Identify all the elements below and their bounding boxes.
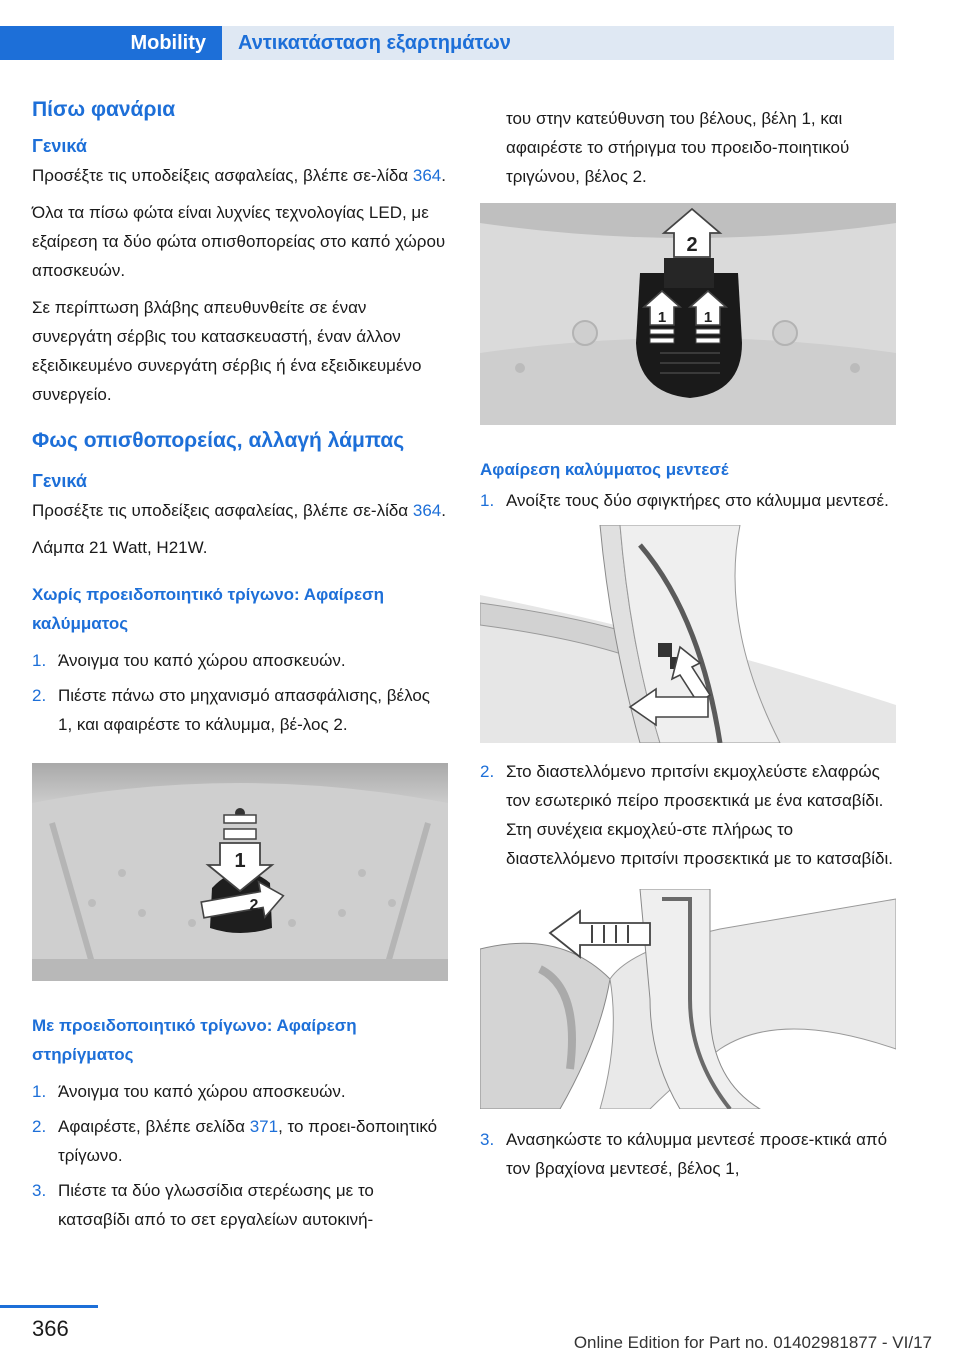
page-link-364-b[interactable]: 364 <box>412 501 442 520</box>
list-item <box>32 1176 448 1234</box>
step-text: Ανοίξτε τους δύο σφιγκτήρες στο κάλυμμα μεντεσέ. <box>506 491 889 510</box>
step-number: 2. <box>32 1117 47 1136</box>
step-text: Άνοιγμα του καπό χώρου αποσκευών. <box>58 1082 346 1101</box>
step-text: Στο διαστελλόμενο πριτσίνι εκμοχλεύστε ελαφρώς τον εσωτερικό πείρο προσεκτικά με ένα κατσαβίδι. Στη συνέχεια εκμοχλεύ‐στε πλήρως το διαστελλόμενο πριτσίνι προσεκτικά με το κατσαβίδι. <box>506 762 893 868</box>
figure-expansion-rivet <box>480 889 896 1109</box>
section-title-rear-lights: Πίσω φανάρια <box>32 98 176 121</box>
step-text-part: Αφαιρέστε, βλέπε σελίδα <box>58 1117 250 1136</box>
header-tab-section[interactable]: Αντικατάσταση εξαρτημάτων <box>222 26 894 60</box>
service-paragraph: Σε περίπτωση βλάβης απευθυνθείτε σε έναν συνεργάτη σέρβις του κατασκευαστή, έναν άλλον εξειδικευμένο συνεργάτη σέρβις ή ένα εξειδικευμένο συνεργείο. <box>32 298 422 404</box>
list-item <box>480 1125 896 1183</box>
step-text: Ανασηκώστε το κάλυμμα μεντεσέ προσε‐κτικά από τον βραχίονα μεντεσέ, βέλος 1, <box>506 1130 888 1178</box>
arrow-label-1: 1 <box>657 309 667 326</box>
step-number: 1. <box>32 651 47 670</box>
steps-no-triangle <box>32 646 448 739</box>
safety-note-2 <box>32 496 448 525</box>
step-text: Πιέστε τα δύο γλωσσίδια στερέωσης με το κατσαβίδι από το σετ εργαλείων αυτοκινή‐ <box>58 1181 374 1229</box>
header-tab-mobility[interactable]: Mobility <box>0 26 222 60</box>
page-header <box>0 0 960 64</box>
safety-note-text: Προσέξτε τις υποδείξεις ασφαλείας, βλέπε σε‐λίδα <box>32 166 413 185</box>
step-text: Πιέστε πάνω στο μηχανισμό απασφάλισης, βέλος 1, και αφαιρέστε το κάλυμμα, βέ‐λος 2. <box>58 686 430 734</box>
steps-with-triangle <box>32 1077 448 1234</box>
trunk-lid-illustration <box>32 763 448 981</box>
step-number: 2. <box>32 686 47 705</box>
right-column <box>480 104 896 1189</box>
triangle-holder-illustration <box>480 203 896 425</box>
arrow-label-1: 1 <box>234 850 246 872</box>
list-item <box>480 757 896 873</box>
arrow-label-2: 2 <box>249 897 259 914</box>
list-item <box>480 486 896 515</box>
heading-hinge-cover: Αφαίρεση καλύμματος μεντεσέ <box>480 460 729 479</box>
step-number: 2. <box>480 762 495 781</box>
list-item <box>32 681 448 739</box>
continued-step-text: του στην κατεύθυνση του βέλους, βέλη 1, και αφαιρέστε το στήριγμα του προειδο‐ποιητικού τριγώνου, βέλος 2. <box>506 109 850 186</box>
steps-hinge-cover <box>480 486 896 515</box>
heading-with-triangle: Με προειδοποιητικό τρίγωνο: Αφαίρεση στηρίγματος <box>32 1016 357 1064</box>
subheading-general-2: Γενικά <box>32 471 87 491</box>
list-item <box>32 1077 448 1106</box>
step-number: 3. <box>480 1130 495 1149</box>
heading-no-triangle: Χωρίς προειδοποιητικό τρίγωνο: Αφαίρεση καλύμματος <box>32 585 385 633</box>
list-item <box>32 1112 448 1170</box>
bulb-spec: Λάμπα 21 Watt, H21W. <box>32 538 208 557</box>
punct: . <box>441 166 446 185</box>
safety-note-text-2: Προσέξτε τις υποδείξεις ασφαλείας, βλέπε σε‐λίδα <box>32 501 413 520</box>
left-column <box>32 98 448 1240</box>
step-text <box>58 1112 448 1170</box>
edition-note: Online Edition for Part no. 01402981877 - VI/17 <box>573 1333 932 1352</box>
step-text: Άνοιγμα του καπό χώρου αποσκευών. <box>58 651 346 670</box>
led-paragraph: Όλα τα πίσω φώτα είναι λυχνίες τεχνολογίας LED, με εξαίρεση τα δύο φώτα οπισθοπορείας στο καπό χώρου αποσκευών. <box>32 203 446 280</box>
step-number: 1. <box>32 1082 47 1101</box>
steps-hinge-cover-2 <box>480 757 896 873</box>
step-number: 1. <box>480 491 495 510</box>
arrow-label-2: 2 <box>686 234 698 256</box>
list-item <box>32 646 448 675</box>
safety-note <box>32 161 448 190</box>
subheading-general: Γενικά <box>32 136 87 156</box>
footer-divider <box>0 1305 98 1308</box>
step-text-part: , το προει‐δοποιητικό τρίγωνο. <box>58 1117 438 1165</box>
page-link-364[interactable]: 364 <box>412 166 442 185</box>
page-number: 366 <box>32 1316 69 1341</box>
page-link-371[interactable]: 371 <box>249 1117 279 1136</box>
expansion-rivet-illustration <box>480 889 896 1109</box>
hinge-clips-illustration <box>480 525 896 743</box>
steps-hinge-cover-3 <box>480 1125 896 1183</box>
step-number: 3. <box>32 1181 47 1200</box>
figure-triangle-holder <box>480 203 896 425</box>
punct-2: . <box>441 501 446 520</box>
figure-hinge-clips <box>480 525 896 743</box>
arrow-label-1: 1 <box>703 309 713 326</box>
section-title-reverse-light: Φως οπισθοπορείας, αλλαγή λάμπας <box>32 429 405 452</box>
figure-trunk-lid-cover <box>32 763 448 981</box>
